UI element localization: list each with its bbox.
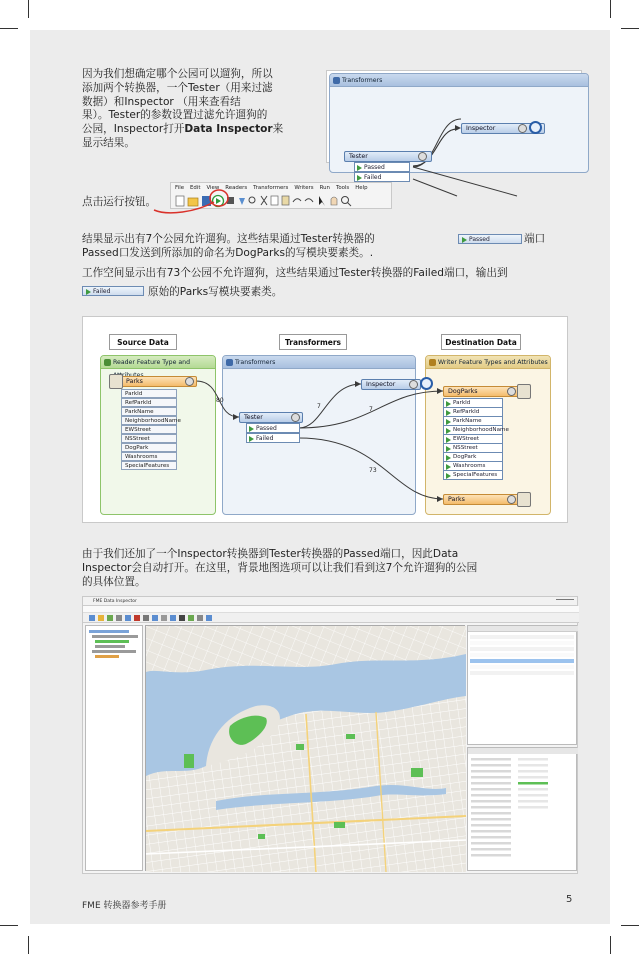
menu-tools[interactable]: Tools	[335, 185, 350, 191]
failed-port-inline: Failed	[82, 286, 144, 296]
table-row[interactable]	[470, 653, 574, 657]
tab-transformers: Transformers	[279, 334, 347, 350]
panel-header: Reader Feature Type and	[101, 356, 215, 369]
gear-icon	[518, 124, 527, 133]
feature-info-panel	[467, 747, 577, 871]
table-row[interactable]	[470, 671, 574, 675]
count-reader: 80	[216, 397, 224, 404]
reader-attr: NeighborhoodName	[121, 416, 177, 425]
writer-attr: ParkId	[443, 398, 503, 408]
text-line: 工作空间显示出有73个公园不允许遛狗，这些结果通过Tester转换器的Failed端口，输出到	[82, 267, 508, 279]
reader-attr: ParkName	[121, 407, 177, 416]
tree-row	[95, 655, 119, 658]
tester-node[interactable]: Tester	[239, 412, 303, 423]
magnifier-icon	[529, 121, 542, 134]
failed-port[interactable]: Failed	[246, 433, 300, 443]
text-line: 的具体位置。	[82, 575, 146, 588]
gear-icon	[507, 387, 516, 396]
crop-mark	[0, 925, 18, 926]
menu-transformers[interactable]: Transformers	[253, 185, 289, 191]
panel-header: Transformers	[330, 74, 588, 87]
menu-edit[interactable]: Edit	[190, 185, 201, 191]
text-line: 公园，Inspector打开Data Inspector来	[82, 123, 284, 136]
passed-port[interactable]: Passed	[246, 423, 300, 433]
paragraph-inspector	[82, 548, 582, 589]
reader-attr: DogPark	[121, 443, 177, 452]
footer-title: FME 转换器参考手册	[82, 901, 167, 911]
writer-attr: DogPark	[443, 452, 503, 462]
menu-bar	[83, 606, 579, 613]
menu-help[interactable]: Help	[355, 185, 368, 191]
text-line: 原始的Parks写模块要素类。	[148, 286, 283, 298]
tree-row	[95, 645, 125, 648]
failed-port[interactable]: Failed	[354, 172, 410, 182]
writer-type-icon	[517, 384, 531, 399]
inspector-node[interactable]: Inspector	[361, 379, 421, 390]
table-row[interactable]	[470, 665, 574, 669]
menu-file[interactable]: File	[175, 185, 185, 191]
gear-icon	[185, 377, 194, 386]
table-header	[468, 626, 578, 632]
gear-icon	[418, 152, 427, 161]
figure-tester-inspector	[326, 70, 582, 181]
panel-header: Transformers	[223, 356, 415, 369]
table-row-selected[interactable]	[470, 659, 574, 663]
count-passed-inspector: 7	[317, 403, 321, 410]
panel-header: Writer Feature Types and Attributes	[426, 356, 550, 369]
reader-attr: RefParkId	[121, 398, 177, 407]
paragraph-intro	[82, 68, 312, 151]
run-instruction: 点击运行按钮。	[82, 196, 157, 208]
passed-port-inline: Passed	[458, 234, 522, 244]
inspector-node[interactable]: Inspector	[461, 123, 545, 134]
page	[30, 30, 610, 924]
writer-attr: ParkName	[443, 416, 503, 426]
writer-node-dogparks[interactable]: DogParks	[443, 386, 519, 397]
crop-mark	[610, 936, 611, 954]
gear-icon	[409, 380, 418, 389]
tree-row	[92, 650, 136, 653]
paragraph-failed	[82, 267, 592, 281]
reader-type-icon	[109, 374, 123, 389]
gear-icon	[291, 413, 300, 422]
reader-attr: ParkId	[121, 389, 177, 398]
menu-readers[interactable]: Readers	[225, 185, 248, 191]
text-line: 结果显示出有7个公园允许遛狗。这些结果通过Tester转换器的	[82, 233, 375, 245]
text-line: 数据）和Inspector （用来查看结	[82, 95, 241, 108]
text-line: 果）。Tester的参数设置过滤允许遛狗的	[82, 109, 268, 122]
feature-info-rows	[468, 748, 578, 872]
passed-port[interactable]: Passed	[354, 162, 410, 172]
crop-mark	[0, 28, 18, 29]
writer-type-icon	[517, 492, 531, 507]
tab-source-data: Source Data	[109, 334, 177, 350]
tester-node[interactable]: Tester	[344, 151, 432, 162]
menu-writers[interactable]: Writers	[294, 185, 314, 191]
map-view[interactable]	[145, 625, 465, 871]
crop-mark	[610, 0, 611, 18]
highlight-arrow	[148, 180, 268, 220]
page-number: 5	[566, 894, 573, 905]
writer-attr: EWStreet	[443, 434, 503, 444]
crop-mark	[621, 925, 639, 926]
writer-attr: RefParkId	[443, 407, 503, 417]
reader-attr: EWStreet	[121, 425, 177, 434]
text-line: 显示结果。	[82, 136, 135, 149]
display-control-panel	[85, 625, 143, 871]
reader-attr: SpecialFeatures	[121, 461, 177, 470]
table-view-panel	[467, 625, 577, 745]
writer-attr: Washrooms	[443, 461, 503, 471]
reader-node-parks[interactable]: Parks	[121, 376, 197, 387]
writer-attr: NeighborhoodName	[443, 425, 503, 435]
count-passed-dogparks: 7	[369, 406, 373, 413]
toolbar-icons	[87, 613, 267, 623]
table-row[interactable]	[470, 635, 574, 639]
reader-attr: NSStreet	[121, 434, 177, 443]
menu-run[interactable]: Run	[319, 185, 330, 191]
magnifier-icon	[420, 377, 433, 390]
window-title-bar: FME Data Inspector	[83, 597, 577, 606]
writer-attr: SpecialFeatures	[443, 470, 503, 480]
crop-mark	[28, 936, 29, 954]
tree-row	[95, 640, 129, 643]
tree-row	[92, 635, 138, 638]
figure-data-inspector	[82, 596, 578, 874]
text-port-suffix: 端口	[524, 233, 546, 245]
reader-attr: Washrooms	[121, 452, 177, 461]
gear-icon	[507, 495, 516, 504]
text-line: 因为我们想确定哪个公园可以遛狗，所以	[82, 68, 273, 80]
writer-node-parks[interactable]: Parks	[443, 494, 519, 505]
crop-mark	[621, 28, 639, 29]
table-row[interactable]	[470, 647, 574, 651]
crop-mark	[28, 0, 29, 18]
count-failed: 73	[369, 467, 377, 474]
tab-destination-data: Destination Data	[441, 334, 521, 350]
text-line: Inspector会自动打开。在这里，背景地图选项可以让我们看到这7个允许遛狗的公园	[82, 561, 478, 574]
tree-row	[89, 630, 129, 633]
text-line: 添加两个转换器，一个Tester（用来过滤	[82, 81, 273, 94]
text-line: 由于我们还加了一个Inspector转换器到Tester转换器的Passed端口，因此Data	[82, 548, 459, 560]
menu-view[interactable]: View	[206, 185, 220, 191]
writer-attr: NSStreet	[443, 443, 503, 453]
text-line: Passed口发送到所添加的命名为DogParks的写模块要素类。.	[82, 246, 374, 259]
window-controls	[556, 599, 574, 604]
figure-workspace	[82, 316, 568, 523]
table-row[interactable]	[470, 641, 574, 645]
